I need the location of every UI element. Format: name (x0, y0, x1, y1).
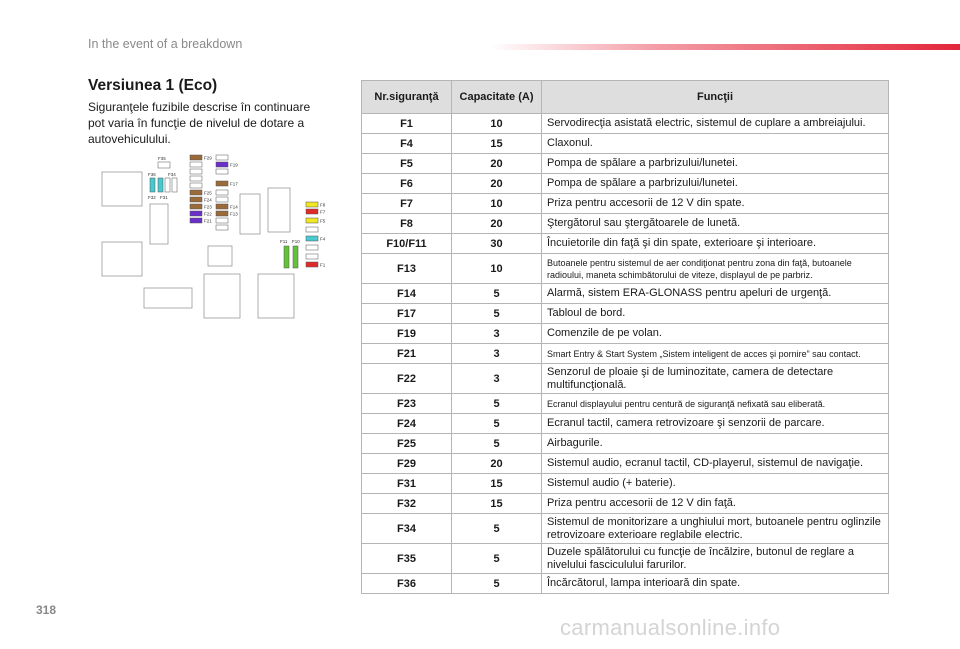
fuse-f32 (158, 178, 163, 192)
fuse-f7 (306, 209, 318, 214)
table-row (362, 474, 889, 494)
table-row (362, 324, 889, 344)
fuse-empty (190, 169, 202, 174)
function-cell: Comenzile de pe volan. (542, 324, 889, 344)
relay-block (144, 288, 192, 308)
fuse-number-cell: F13 (362, 254, 452, 284)
function-cell: Sistemul de monitorizare a unghiului mort, butoanele pentru oglinzile retrovizoare exterioare reglabile electric. (542, 514, 889, 544)
page-number: 318 (36, 603, 57, 617)
capacity-cell: 20 (452, 214, 542, 234)
table-row (362, 254, 889, 284)
fuse-number-cell: F10/F11 (362, 234, 452, 254)
fuse-empty (216, 190, 228, 195)
function-cell: Ştergătorul sau ştergătoarele de lunetă. (542, 214, 889, 234)
fuse-f14 (216, 204, 228, 209)
diagram-label: F4 (320, 236, 326, 242)
fuse-empty (216, 169, 228, 174)
table-row (362, 574, 889, 594)
table-row (362, 344, 889, 364)
section-title: Versiunea 1 (Eco) (88, 77, 218, 94)
fuse-number-cell: F35 (362, 544, 452, 574)
table-row (362, 494, 889, 514)
relay-block (102, 172, 142, 206)
fuse-f11 (284, 246, 289, 268)
capacity-cell: 3 (452, 344, 542, 364)
fuse-number-cell: F23 (362, 394, 452, 414)
table-row (362, 394, 889, 414)
table-row (362, 234, 889, 254)
table-row (362, 284, 889, 304)
capacity-cell: 5 (452, 434, 542, 454)
function-cell: Airbagurile. (542, 434, 889, 454)
table-row (362, 134, 889, 154)
fuse-f8 (306, 202, 318, 207)
table-row (362, 514, 889, 544)
function-cell: Pompa de spălare a parbrizului/lunetei. (542, 174, 889, 194)
fuse-f23 (190, 204, 202, 209)
table-row (362, 114, 889, 134)
capacity-cell: 15 (452, 134, 542, 154)
diagram-label: F36 (148, 172, 156, 177)
fuse-f31 (165, 178, 170, 192)
function-cell: Smart Entry & Start System „Sistem inteligent de acces şi pornire” sau contact. (542, 344, 889, 364)
capacity-cell: 5 (452, 394, 542, 414)
fuse-number-cell: F32 (362, 494, 452, 514)
fuse-f13 (216, 211, 228, 216)
function-cell: Ecranul tactil, camera retrovizoare şi senzorii de parcare. (542, 414, 889, 434)
diagram-label: F29 (204, 155, 212, 161)
table-row (362, 434, 889, 454)
capacity-cell: 20 (452, 174, 542, 194)
fuse-empty (216, 218, 228, 223)
relay-block (102, 242, 142, 276)
table-row (362, 544, 889, 574)
fuse-f17 (216, 181, 228, 186)
fuse-number-cell: F7 (362, 194, 452, 214)
fuse-number-cell: F1 (362, 114, 452, 134)
relay-block (258, 274, 294, 318)
fuse-f25 (190, 190, 202, 195)
relay-block (240, 194, 260, 234)
fuse-number-cell: F24 (362, 414, 452, 434)
capacity-cell: 10 (452, 114, 542, 134)
table-row (362, 364, 889, 394)
fuse-f5 (306, 218, 318, 223)
fuse-number-cell: F5 (362, 154, 452, 174)
fuse-f29 (190, 155, 202, 160)
fuse-table-body (362, 114, 889, 594)
function-cell: Alarmă, sistem ERA-GLONASS pentru apeluri de urgenţă. (542, 284, 889, 304)
fuse-empty (306, 245, 318, 250)
fuse-f19 (216, 162, 228, 167)
fuse-number-cell: F6 (362, 174, 452, 194)
fuse-empty (216, 155, 228, 160)
fuse-empty (216, 197, 228, 202)
fuse-empty (216, 225, 228, 230)
function-cell: Sistemul audio, ecranul tactil, CD-playerul, sistemul de navigaţie. (542, 454, 889, 474)
capacity-cell: 5 (452, 574, 542, 594)
fuse-empty (190, 162, 202, 167)
table-row (362, 454, 889, 474)
table-row (362, 414, 889, 434)
capacity-cell: 20 (452, 454, 542, 474)
diagram-label: F22 (204, 211, 212, 217)
capacity-cell: 15 (452, 474, 542, 494)
diagram-label: F5 (320, 218, 326, 224)
fuse-number-cell: F14 (362, 284, 452, 304)
fuse-f22 (190, 211, 202, 216)
function-cell: Sistemul audio (+ baterie). (542, 474, 889, 494)
fuse-number-cell: F29 (362, 454, 452, 474)
fuse-f1 (306, 262, 318, 267)
function-cell: Butoanele pentru sistemul de aer condiţionat pentru zona din faţă, butoanele radioului, maneta schimbătorului de viteze, displayul de pe parbriz. (542, 254, 889, 284)
diagram-label: F21 (204, 218, 212, 224)
fuse-f10 (293, 246, 298, 268)
fuse-number-cell: F21 (362, 344, 452, 364)
function-cell: Ecranul displayului pentru centură de siguranţă nefixată sau eliberată. (542, 394, 889, 414)
fuse-f21 (190, 218, 202, 223)
fuse-empty (306, 227, 318, 232)
diagram-label: F17 (230, 181, 238, 187)
table-row (362, 194, 889, 214)
diagram-label: F14 (230, 204, 238, 210)
fuse-box-diagram (98, 150, 338, 320)
relay-block (150, 204, 168, 244)
fuse-empty (306, 254, 318, 259)
function-cell: Senzorul de ploaie şi de luminozitate, camera de detectare multifuncţională. (542, 364, 889, 394)
table-row (362, 214, 889, 234)
function-cell: Duzele spălătorului cu funcţie de încălzire, butonul de reglare a nivelului fasciculului farurilor. (542, 544, 889, 574)
intro-text: Siguranţele fuzibile descrise în continuare pot varia în funcţie de nivelul de dotare a autovehiculului. (88, 100, 311, 146)
function-cell: Tabloul de bord. (542, 304, 889, 324)
capacity-cell: 20 (452, 154, 542, 174)
relay-block (204, 274, 240, 318)
table-row (362, 304, 889, 324)
table-row (362, 154, 889, 174)
diagram-label: F10 (292, 239, 300, 244)
relay-block (208, 246, 232, 266)
capacity-cell: 15 (452, 494, 542, 514)
fuse-number-cell: F17 (362, 304, 452, 324)
diagram-label: F13 (230, 211, 238, 217)
diagram-label: F1 (320, 262, 326, 268)
capacity-cell: 30 (452, 234, 542, 254)
diagram-label: F34 (168, 172, 176, 177)
fuse-empty (190, 176, 202, 181)
column-header-function: Funcţii (542, 81, 889, 114)
capacity-cell: 5 (452, 284, 542, 304)
fuse-f24 (190, 197, 202, 202)
capacity-cell: 3 (452, 324, 542, 344)
diagram-label: F8 (320, 202, 326, 208)
function-cell: Priza pentru accesorii de 12 V din spate. (542, 194, 889, 214)
diagram-label: F35 (158, 156, 166, 161)
function-cell: Servodirecţia asistată electric, sistemul de cuplare a ambreiajului. (542, 114, 889, 134)
diagram-label: F23 (204, 204, 212, 210)
fuse-f34 (172, 178, 177, 192)
fuse-table (361, 80, 889, 594)
fuse-number-cell: F34 (362, 514, 452, 544)
watermark: carmanualsonline.info (560, 615, 781, 640)
table-header-row (362, 81, 889, 114)
header-accent-bar (490, 44, 960, 50)
table-row (362, 174, 889, 194)
column-header-fuse: Nr.siguranţă (362, 81, 452, 114)
fuse-f4 (306, 236, 318, 241)
header-section-label: In the event of a breakdown (88, 37, 243, 51)
fuse-number-cell: F22 (362, 364, 452, 394)
capacity-cell: 10 (452, 194, 542, 214)
column-header-capacity: Capacitate (A) (452, 81, 542, 114)
diagram-label: F7 (320, 209, 326, 215)
diagram-label: F31 (160, 195, 168, 200)
diagram-label: F11 (280, 239, 288, 244)
fuse-number-cell: F25 (362, 434, 452, 454)
fuse-number-cell: F4 (362, 134, 452, 154)
diagram-label: F32 (148, 195, 156, 200)
fuse-number-cell: F31 (362, 474, 452, 494)
capacity-cell: 5 (452, 304, 542, 324)
function-cell: Claxonul. (542, 134, 889, 154)
fuse-f35 (158, 162, 170, 168)
fuse-number-cell: F8 (362, 214, 452, 234)
function-cell: Pompa de spălare a parbrizului/lunetei. (542, 154, 889, 174)
capacity-cell: 5 (452, 514, 542, 544)
capacity-cell: 3 (452, 364, 542, 394)
fuse-f36 (150, 178, 155, 192)
function-cell: Încărcătorul, lampa interioară din spate. (542, 574, 889, 594)
fuse-empty (190, 183, 202, 188)
diagram-label: F19 (230, 162, 238, 168)
capacity-cell: 10 (452, 254, 542, 284)
function-cell: Priza pentru accesorii de 12 V din faţă. (542, 494, 889, 514)
capacity-cell: 5 (452, 544, 542, 574)
fuse-number-cell: F36 (362, 574, 452, 594)
diagram-label: F25 (204, 190, 212, 196)
function-cell: Încuietorile din faţă şi din spate, exterioare şi interioare. (542, 234, 889, 254)
relay-block (268, 188, 290, 232)
fuse-number-cell: F19 (362, 324, 452, 344)
diagram-label: F24 (204, 197, 212, 203)
capacity-cell: 5 (452, 414, 542, 434)
